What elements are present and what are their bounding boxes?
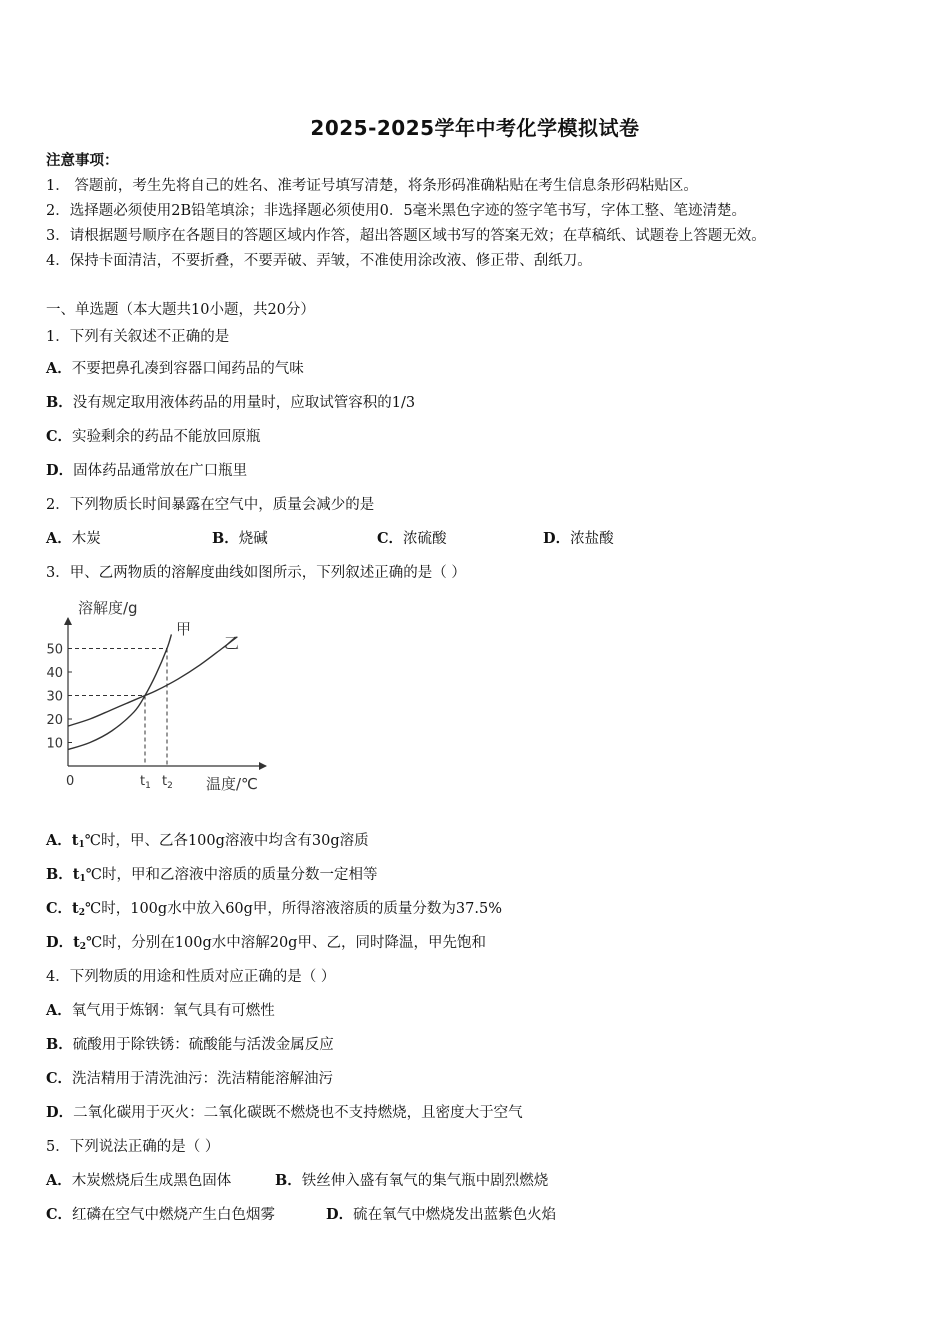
option-text: 硫在氧气中燃烧发出蓝紫色火焰	[353, 1207, 557, 1223]
x-axis-label: 温度/℃	[206, 775, 258, 793]
question-2-stem: 2．下列物质长时间暴露在空气中，质量会减少的是	[46, 497, 375, 513]
option-sub: 1	[78, 840, 85, 850]
question-1-stem: 1．下列有关叙述不正确的是	[46, 329, 230, 345]
q5-option-b	[275, 1171, 548, 1191]
option-text: 二氧化碳用于灭火：二氧化碳既不燃烧也不支持燃烧，且密度大于空气	[73, 1105, 523, 1121]
option-text: 木炭燃烧后生成黑色固体	[71, 1173, 232, 1189]
option-label: B．	[46, 1036, 73, 1053]
notice-heading: 注意事项：	[46, 152, 119, 169]
q1-option-d	[46, 461, 247, 481]
option-label: C．	[46, 428, 73, 445]
option-label: D．	[46, 462, 74, 479]
option-label: A．	[46, 1172, 72, 1189]
option-text: 不要把鼻孔凑到容器口闻药品的气味	[71, 361, 304, 377]
option-text: ℃时，分别在100g水中溶解20g甲、乙，同时降温，甲先饱和	[86, 935, 486, 951]
notice-item: 2．选择题必须使用2B铅笔填涂；非选择题必须使用0．5毫米黑色字迹的签字笔书写，字体工整、笔迹清楚。	[46, 203, 747, 219]
q5-option-a	[46, 1171, 231, 1191]
option-label: D．	[46, 1104, 74, 1121]
option-text: 氧气用于炼钢：氧气具有可燃性	[71, 1003, 275, 1019]
q4-option-a	[46, 1001, 275, 1021]
y-tick-label: 40	[46, 666, 63, 681]
q5-option-d	[326, 1205, 556, 1225]
notice-item: 3．请根据题号顺序在各题目的答题区域内作答，超出答题区域书写的答案无效；在草稿纸、试题卷上答题无效。	[46, 228, 766, 244]
q2-option-b	[212, 529, 268, 549]
option-text: 实验剩余的药品不能放回原瓶	[72, 429, 261, 445]
page-title: 2025-2025学年中考化学模拟试卷	[310, 116, 640, 140]
option-label: A．	[46, 530, 72, 547]
option-sub: 2	[79, 942, 87, 952]
q2-option-a	[46, 529, 101, 549]
q3-option-a	[46, 831, 369, 851]
notice-item: 1． 答题前，考生先将自己的姓名、准考证号填写清楚，将条形码准确粘贴在考生信息条形码粘贴区。	[46, 178, 698, 194]
series-label-yi: 乙	[224, 634, 240, 652]
q1-option-a	[46, 359, 304, 379]
option-label: C．	[46, 1070, 73, 1087]
option-text: ℃时，甲、乙各100g溶液中均含有30g溶质	[84, 833, 369, 849]
option-label: B．	[275, 1172, 302, 1189]
section-heading: 一、单选题（本大题共10小题，共20分）	[46, 302, 315, 318]
q1-option-c	[46, 427, 261, 447]
option-var: t	[72, 900, 79, 917]
option-label: D．	[326, 1206, 354, 1223]
y-tick-label: 10	[46, 736, 63, 752]
option-label: A．	[46, 360, 72, 377]
option-var: t	[73, 934, 80, 951]
q2-option-d	[543, 529, 614, 549]
q5-option-c	[46, 1205, 275, 1225]
y-tick-label: 50	[46, 642, 63, 658]
option-label: C．	[377, 530, 404, 547]
y-tick-label: 20	[46, 713, 63, 728]
q4-option-b	[46, 1035, 334, 1055]
option-text: 没有规定取用液体药品的用量时，应取试管容积的1/3	[72, 395, 416, 411]
option-label: D．	[46, 934, 74, 951]
option-label: A．	[46, 832, 72, 849]
q2-option-c	[377, 529, 447, 549]
option-text: 固体药品通常放在广口瓶里	[73, 463, 248, 479]
q3-option-b	[46, 865, 377, 885]
option-text: 洗洁精用于清洗油污：洗洁精能溶解油污	[72, 1071, 334, 1087]
question-4-stem: 4．下列物质的用途和性质对应正确的是（ ）	[46, 969, 336, 985]
x-tick-label: $t_1$	[140, 774, 151, 791]
x-tick-label: $t_2$	[162, 774, 173, 791]
option-label: D．	[543, 530, 571, 547]
solubility-curve-chart	[40, 590, 280, 800]
question-3-stem: 3．甲、乙两物质的溶解度曲线如图所示，下列叙述正确的是（ ）	[46, 565, 466, 581]
option-text: 硫酸用于除铁锈：硫酸能与活泼金属反应	[72, 1037, 334, 1053]
notice-item: 4．保持卡面清洁，不要折叠，不要弄破、弄皱，不准使用涂改液、修正带、刮纸刀。	[46, 253, 592, 269]
option-text: 烧碱	[238, 531, 268, 547]
option-text: ℃时，甲和乙溶液中溶质的质量分数一定相等	[85, 867, 378, 883]
option-text: 铁丝伸入盛有氧气的集气瓶中剧烈燃烧	[301, 1173, 549, 1189]
question-5-stem: 5．下列说法正确的是（ ）	[46, 1139, 220, 1155]
y-tick-label: 30	[46, 689, 63, 705]
q3-option-d	[46, 933, 486, 953]
option-sub: 1	[79, 874, 86, 884]
q1-option-b	[46, 393, 415, 413]
option-var: t	[71, 832, 79, 849]
option-text: ℃时，100g水中放入60g甲，所得溶液溶质的质量分数为37.5%	[85, 901, 502, 917]
origin-label: 0	[66, 774, 75, 789]
series-label-jia: 甲	[176, 620, 192, 638]
option-text: 红磷在空气中燃烧产生白色烟雾	[72, 1207, 276, 1223]
y-axis-label: 溶解度/g	[78, 599, 138, 617]
option-text: 木炭	[71, 531, 101, 547]
option-label: A．	[46, 1002, 72, 1019]
option-label: B．	[46, 866, 73, 883]
q4-option-c	[46, 1069, 333, 1089]
option-text: 浓盐酸	[570, 531, 614, 547]
option-var: t	[72, 866, 80, 883]
option-sub: 2	[78, 908, 86, 918]
option-label: B．	[46, 394, 73, 411]
option-label: C．	[46, 1206, 73, 1223]
series-line-jia	[68, 634, 171, 749]
option-label: C．	[46, 900, 73, 917]
option-text: 浓硫酸	[403, 531, 447, 547]
q3-option-c	[46, 899, 502, 919]
option-label: B．	[212, 530, 239, 547]
q4-option-d	[46, 1103, 523, 1123]
